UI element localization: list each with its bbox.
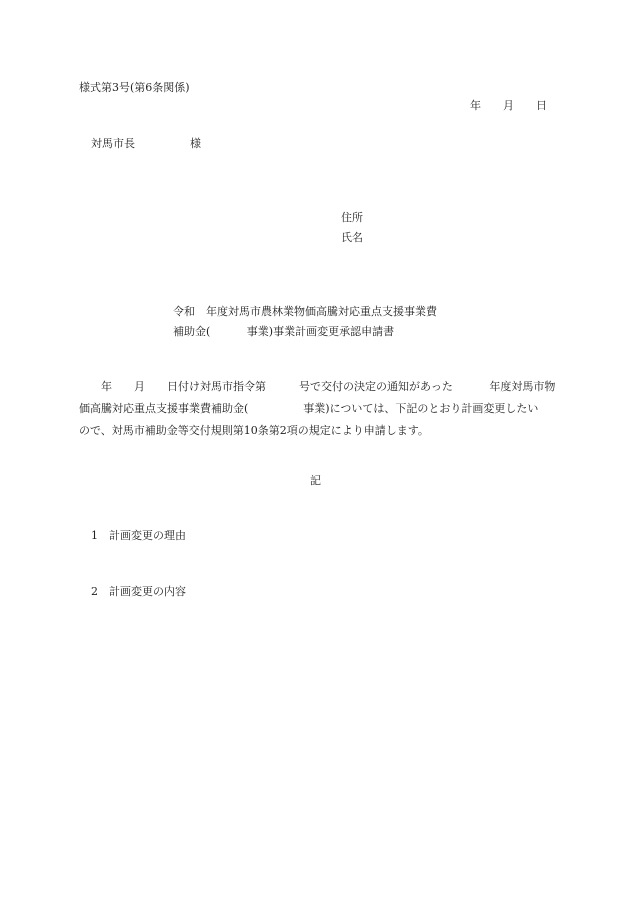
name-label: 氏名	[341, 231, 363, 244]
body-line-2: 価高騰対応重点支援事業費補助金( 事業)については、下記のとおり計画変更したい	[79, 402, 539, 415]
form-number: 様式第3号(第6条関係)	[79, 81, 190, 94]
title-line-1: 令和 年度対馬市農林業物価高騰対応重点支援事業費	[173, 305, 437, 318]
title-line-2: 補助金( 事業)事業計画変更承認申請書	[173, 325, 395, 338]
item-2-label: 計画変更の内容	[109, 585, 186, 598]
body-line-1: 年 月 日付け対馬市指令第 号で交付の決定の通知があった 年度対馬市物	[79, 380, 556, 393]
item-1-number: 1	[91, 529, 98, 542]
item-2-number: 2	[91, 585, 98, 598]
ki-heading: 記	[310, 474, 321, 487]
address-label: 住所	[341, 211, 363, 224]
date-line: 年 月 日	[470, 99, 547, 112]
addressee: 対馬市長 様	[91, 137, 201, 150]
item-1-label: 計画変更の理由	[109, 529, 186, 542]
body-line-3: ので、対馬市補助金等交付規則第10条第2項の規定により申請します。	[79, 424, 429, 437]
